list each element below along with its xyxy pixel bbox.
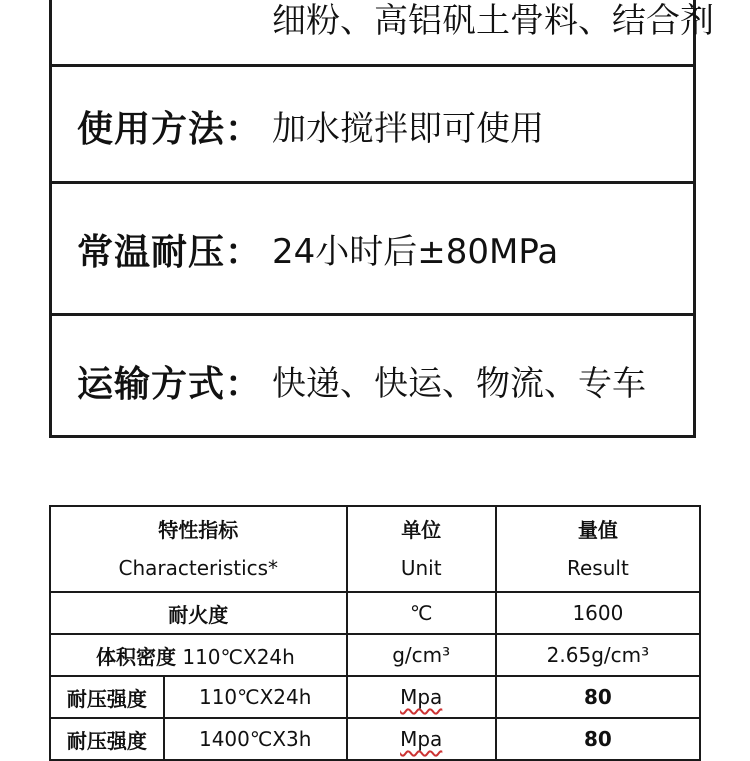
- spec-table: [49, 505, 701, 761]
- row-name: 耐火度: [50, 592, 347, 634]
- info-row-composition: [52, 0, 714, 67]
- row-result: 80: [496, 676, 700, 718]
- row-unit: [347, 718, 496, 760]
- header-characteristics: [50, 506, 347, 592]
- row-name-condition: [50, 634, 347, 676]
- shipping-value: 快递、快运、物流、专车: [272, 364, 646, 404]
- row-condition: 1400℃X3h: [164, 718, 347, 760]
- header-characteristics-en: Characteristics*: [118, 556, 279, 580]
- row-condition: 110℃X24h: [164, 676, 347, 718]
- row-name: 耐压强度: [50, 718, 164, 760]
- shipping-label: 运输方式：: [77, 364, 263, 405]
- header-unit-en: Unit: [400, 556, 442, 580]
- strength-value: 24小时后±80MPa: [272, 232, 559, 272]
- unit-text: Mpa: [400, 727, 443, 751]
- row-unit: [347, 676, 496, 718]
- table-row: [50, 634, 700, 676]
- row-result: 80: [496, 718, 700, 760]
- info-row-strength: [52, 184, 693, 316]
- row-unit: g/cm³: [347, 634, 496, 676]
- header-unit: [347, 506, 496, 592]
- row-condition: 110℃X24h: [182, 644, 295, 669]
- row-result: 1600: [496, 592, 700, 634]
- usage-label: 使用方法：: [77, 109, 263, 150]
- header-characteristics-zh: 特性指标: [158, 518, 239, 542]
- composition-value: 细粉、高铝矾土骨料、结合剂: [272, 1, 714, 41]
- header-result-zh: 量值: [577, 518, 618, 542]
- spec-header-row: [50, 506, 700, 592]
- header-result: [496, 506, 700, 592]
- row-name: 耐压强度: [50, 676, 164, 718]
- table-row: [50, 718, 700, 760]
- info-row-usage: [52, 67, 693, 184]
- unit-text: Mpa: [400, 685, 443, 709]
- header-unit-zh: 单位: [401, 518, 442, 542]
- info-row-shipping: [52, 316, 693, 434]
- strength-label: 常温耐压：: [77, 232, 263, 273]
- usage-value: 加水搅拌即可使用: [272, 109, 544, 149]
- table-row: [50, 676, 700, 718]
- header-result-en: Result: [567, 556, 629, 580]
- row-name: 体积密度: [96, 644, 176, 669]
- row-result: 2.65g/cm³: [496, 634, 700, 676]
- table-row: [50, 592, 700, 634]
- product-info-box: [49, 0, 714, 438]
- row-unit: ℃: [347, 592, 496, 634]
